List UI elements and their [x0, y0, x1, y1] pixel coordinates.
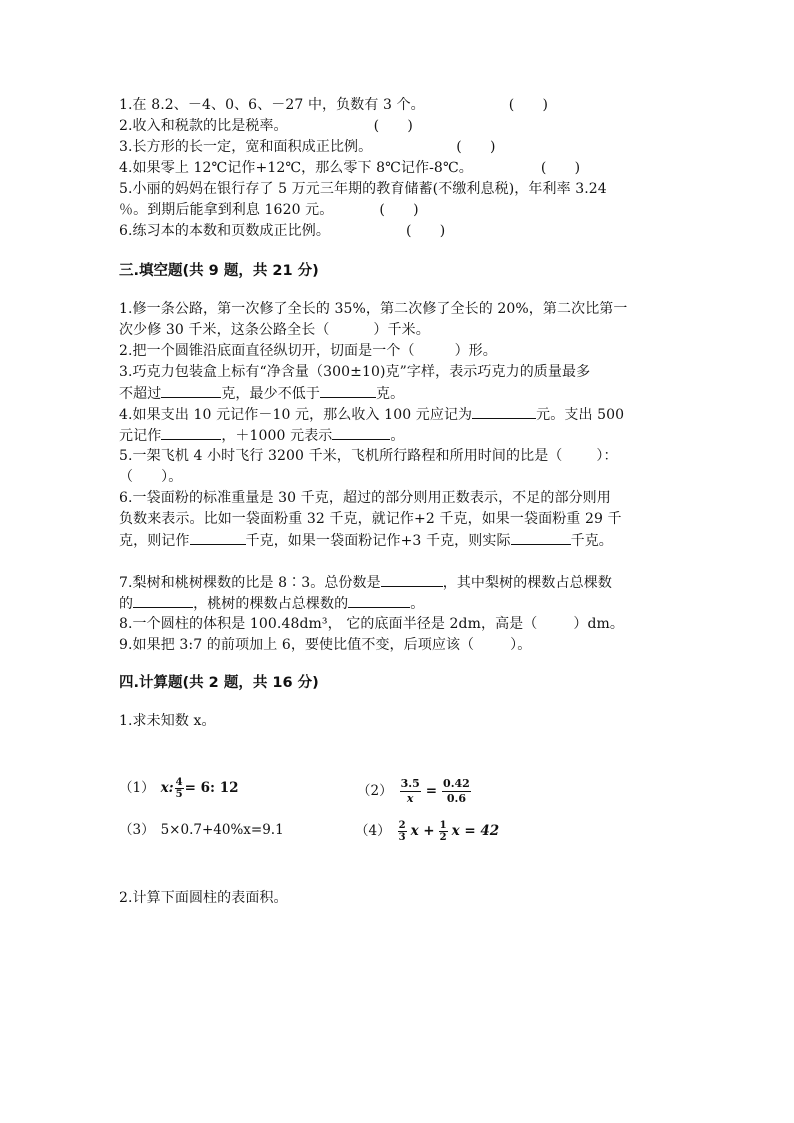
section-heading-calc: 四.计算题(共 2 题，共 16 分)	[119, 675, 319, 691]
judge-item-2	[119, 116, 413, 136]
judge-item-5-line-2	[119, 200, 419, 220]
fill-q7-blank-1[interactable]	[381, 572, 443, 587]
fill-q7-text-c: 的	[119, 596, 134, 612]
fill-q6-text-c: 克，则记作	[119, 533, 190, 549]
fill-q9	[119, 635, 531, 655]
equation-2	[357, 777, 472, 806]
fill-q4-line-1	[119, 404, 624, 425]
equation-3	[119, 820, 284, 840]
fill-q6-line-2	[119, 509, 622, 529]
fill-q4-text-b: 元。支出 500	[536, 407, 625, 423]
judge-item-1-bracket[interactable]: ( )	[508, 97, 549, 113]
fill-q8-text-a: 8.一个圆柱的体积是 100.48dm³， 它的底面半径是 2dm，高是（	[119, 616, 538, 632]
equation-1-x: x:	[160, 780, 174, 796]
fill-q5-line-2	[119, 467, 182, 487]
fill-q8-text-b: ）dm。	[573, 616, 625, 632]
equation-1	[119, 777, 238, 800]
judge-item-3-bracket[interactable]: ( )	[456, 139, 496, 155]
equation-1-label: （1）	[119, 780, 155, 796]
fill-q3-text-d: 克。	[376, 386, 405, 402]
fill-q9-text-b: ）。	[510, 637, 532, 653]
section-heading-fill: 三.填空题(共 9 题，共 21 分)	[119, 263, 319, 279]
fill-q6-text-a: 6.一袋面粉的标准重量是 30 千克，超过的部分则用正数表示，不足的部分则用	[119, 490, 611, 506]
judge-item-4	[119, 158, 580, 178]
judge-item-3	[119, 137, 496, 157]
fill-q8	[119, 614, 624, 634]
judge-item-3-text: 3.长方形的长一定，宽和面积成正比例。	[119, 139, 373, 155]
fill-q1-line-2	[119, 320, 430, 340]
judge-item-6-text: 6.练习本的本数和页数成正比例。	[119, 223, 330, 239]
equation-2-fraction-right: $\frac{0.42}{0.6}$	[443, 777, 470, 805]
fill-q4-text-a: 4.如果支出 10 元记作－10 元，那么收入 100 元应记为	[119, 407, 473, 423]
fill-q4-blank-1[interactable]	[472, 404, 536, 419]
fill-q7-text-b: ，其中梨树的棵数占总棵数	[442, 575, 612, 591]
judge-item-4-bracket[interactable]: ( )	[540, 160, 581, 176]
fill-q4-text-c: 元记作	[119, 428, 162, 444]
fill-q3-line-1	[119, 362, 590, 382]
judge-item-1	[119, 95, 548, 115]
fill-q3-text-c: 克，最少不低于	[221, 386, 321, 402]
fill-q9-text-a: 9.如果把 3:7 的前项加上 6，要使比值不变，后项应该（	[119, 637, 475, 653]
fill-q5-text-c: （	[119, 469, 134, 485]
fill-q4-text-d: ，＋1000 元表示	[221, 428, 333, 444]
fill-q6-line-3	[119, 530, 613, 551]
fill-q1-line-1	[119, 299, 628, 319]
equation-1-fraction: $\frac{4}{5}$	[175, 777, 183, 800]
fill-q5-text-a: 5.一架飞机 4 小时飞行 3200 千米，飞机所行路程和所用时间的比是（	[119, 448, 563, 464]
fill-q6-text-b: 负数来表示。比如一袋面粉重 32 千克，就记作+2 千克，如果一袋面粉重 29 千	[119, 511, 622, 527]
calc-q1-prompt: 1.求未知数 x。	[119, 713, 216, 729]
fill-q5-text-b: ）：	[596, 448, 618, 464]
equation-2-label: （2）	[357, 783, 393, 799]
equation-2-fraction-left: $\frac{3.5}{x}$	[400, 777, 420, 805]
judge-item-1-text: 1.在 8.2、－4、0、6、－27 中，负数有 3 个。	[119, 97, 425, 113]
fill-q7-text-e: 。	[410, 596, 425, 612]
fill-q7-blank-2[interactable]	[133, 593, 193, 608]
fill-q3-blank-1[interactable]	[161, 383, 221, 398]
fill-q7-text-d: ，桃树的棵数占总棵数的	[193, 596, 349, 612]
fill-q6-text-e: 千克。	[570, 533, 613, 549]
fill-q7-text-a: 7.梨树和桃树棵数的比是 8∶3。总份数是	[119, 575, 381, 591]
equation-4-fraction-1: $\frac{2}{3}$	[398, 820, 406, 843]
fill-q3-blank-2[interactable]	[320, 383, 376, 398]
judge-item-6-bracket[interactable]: ( )	[405, 223, 446, 239]
equation-4-label: （4）	[355, 823, 391, 839]
equation-4-fraction-2: $\frac{1}{2}$	[439, 820, 447, 843]
fill-q6-line-1	[119, 488, 611, 508]
judge-item-2-text: 2.收入和税款的比是税率。	[119, 118, 288, 134]
equation-4-end: x = 42	[451, 823, 500, 839]
fill-q4-line-2	[119, 425, 405, 446]
fill-q6-text-d: 千克，如果一袋面粉记作+3 千克，则实际	[245, 533, 511, 549]
fill-q6-blank-1[interactable]	[190, 530, 246, 545]
equation-1-rest: = 6: 12	[184, 780, 239, 796]
fill-q3-text-a: 3.巧克力包装盒上标有“净含量（300±10)克”字样，表示巧克力的质量最多	[119, 364, 591, 380]
fill-q5-text-d: ）。	[161, 469, 183, 485]
judge-item-5-text-b: ％。到期后能拿到利息 1620 元。	[119, 202, 334, 218]
fill-q4-text-e: 。	[390, 428, 405, 444]
calc-q2-prompt: 2.计算下面圆柱的表面积。	[119, 890, 288, 906]
fill-q7-line-2	[119, 593, 424, 614]
fill-q7-blank-3[interactable]	[348, 593, 410, 608]
equation-3-text: 5×0.7+40%x=9.1	[160, 822, 284, 838]
equation-3-label: （3）	[119, 822, 155, 838]
fill-q1-text-b: 次少修 30 千米，这条公路全长（	[119, 322, 330, 338]
fill-q5-line-1	[119, 446, 618, 466]
equation-4-middle: x +	[410, 823, 435, 839]
judge-item-4-text: 4.如果零上 12℃记作+12℃，那么零下 8℃记作-8℃。	[119, 160, 473, 176]
fill-q2-text-b: ）形。	[454, 343, 497, 359]
judge-item-2-bracket[interactable]: ( )	[373, 118, 413, 134]
judge-item-5-line-1	[119, 179, 607, 199]
fill-q4-blank-3[interactable]	[332, 425, 390, 440]
fill-q1-text-c: ）千米。	[373, 322, 430, 338]
judge-item-5-bracket[interactable]: ( )	[379, 202, 419, 218]
judge-item-5-text-a: 5.小丽的妈妈在银行存了 5 万元三年期的教育储蓄(不缴利息税)，年利率 3.24	[119, 181, 607, 197]
fill-q7-line-1	[119, 572, 612, 593]
fill-q4-blank-2[interactable]	[161, 425, 221, 440]
judge-item-6	[119, 221, 445, 241]
fill-q2-text-a: 2.把一个圆锥沿底面直径纵切开，切面是一个（	[119, 343, 415, 359]
fill-q1-text-a: 1.修一条公路，第一次修了全长的 35%，第二次修了全长的 20%，第二次比第一	[119, 301, 628, 317]
fill-q3-line-2	[119, 383, 404, 404]
fill-q2	[119, 341, 497, 361]
equation-4	[355, 820, 499, 843]
fill-q3-text-b: 不超过	[119, 386, 162, 402]
equation-2-equals: =	[425, 783, 438, 799]
fill-q6-blank-2[interactable]	[511, 530, 571, 545]
